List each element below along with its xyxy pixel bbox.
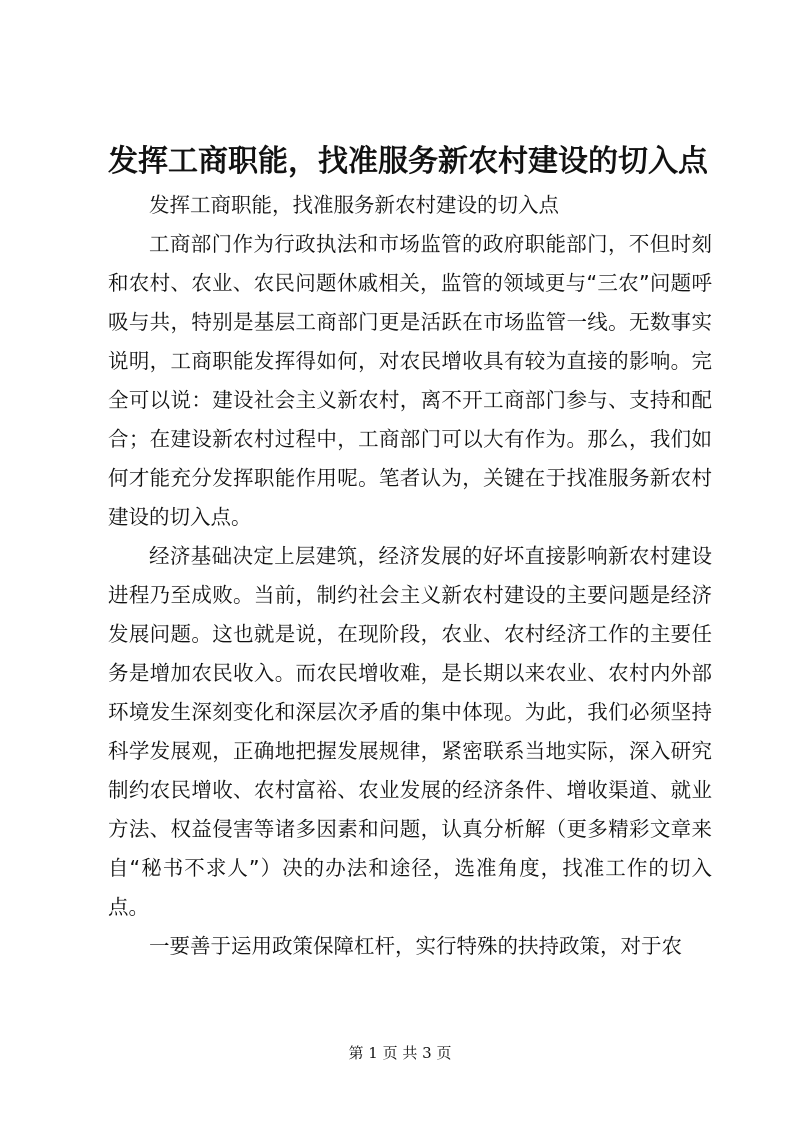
page-footer: 第 1 页 共 3 页 [348, 1044, 452, 1062]
paragraph: 经济基础决定上层建筑，经济发展的好坏直接影响新农村建设进程乃至成败。当前，制约社会主义新农村建设的主要问题是经济发展问题。这也就是说，在现阶段，农业、农村经济工作的主要任务是增加农民收入。而农民增收难，是长期以来农业、农村内外部环境发生深刻变化和深层次矛盾的集中体现。为此，我们必须坚持科学发展观，正确地把握发展规律，紧密联系当地实际，深入研究制约农民增收、农村富裕、农业发展的经济条件、增收渠道、就业方法、权益侵害等诸多因素和问题，认真分析解（更多精彩文章来自“秘书不求人”）决的办法和途径，选准角度，找准工作的切入点。 [108, 544, 712, 919]
document-body [108, 186, 712, 966]
paragraph-subtitle: 发挥工商职能，找准服务新农村建设的切入点 [149, 193, 559, 217]
paragraph: 一要善于运用政策保障杠杆，实行特殊的扶持政策，对于农 [149, 934, 682, 958]
document-title: 发挥工商职能，找准服务新农村建设的切入点 [108, 144, 708, 179]
paragraph: 工商部门作为行政执法和市场监管的政府职能部门，不但时刻和农村、农业、农民问题休戚相关，监管的领域更与“三农”问题呼吸与共，特别是基层工商部门更是活跃在市场监管一线。无数事实说明，工商职能发挥得如何，对农民增收具有较为直接的影响。完全可以说：建设社会主义新农村，离不开工商部门参与、支持和配合；在建设新农村过程中，工商部门可以大有作为。那么，我们如何才能充分发挥职能作用呢。笔者认为，关键在于找准服务新农村建设的切入点。 [108, 232, 712, 529]
